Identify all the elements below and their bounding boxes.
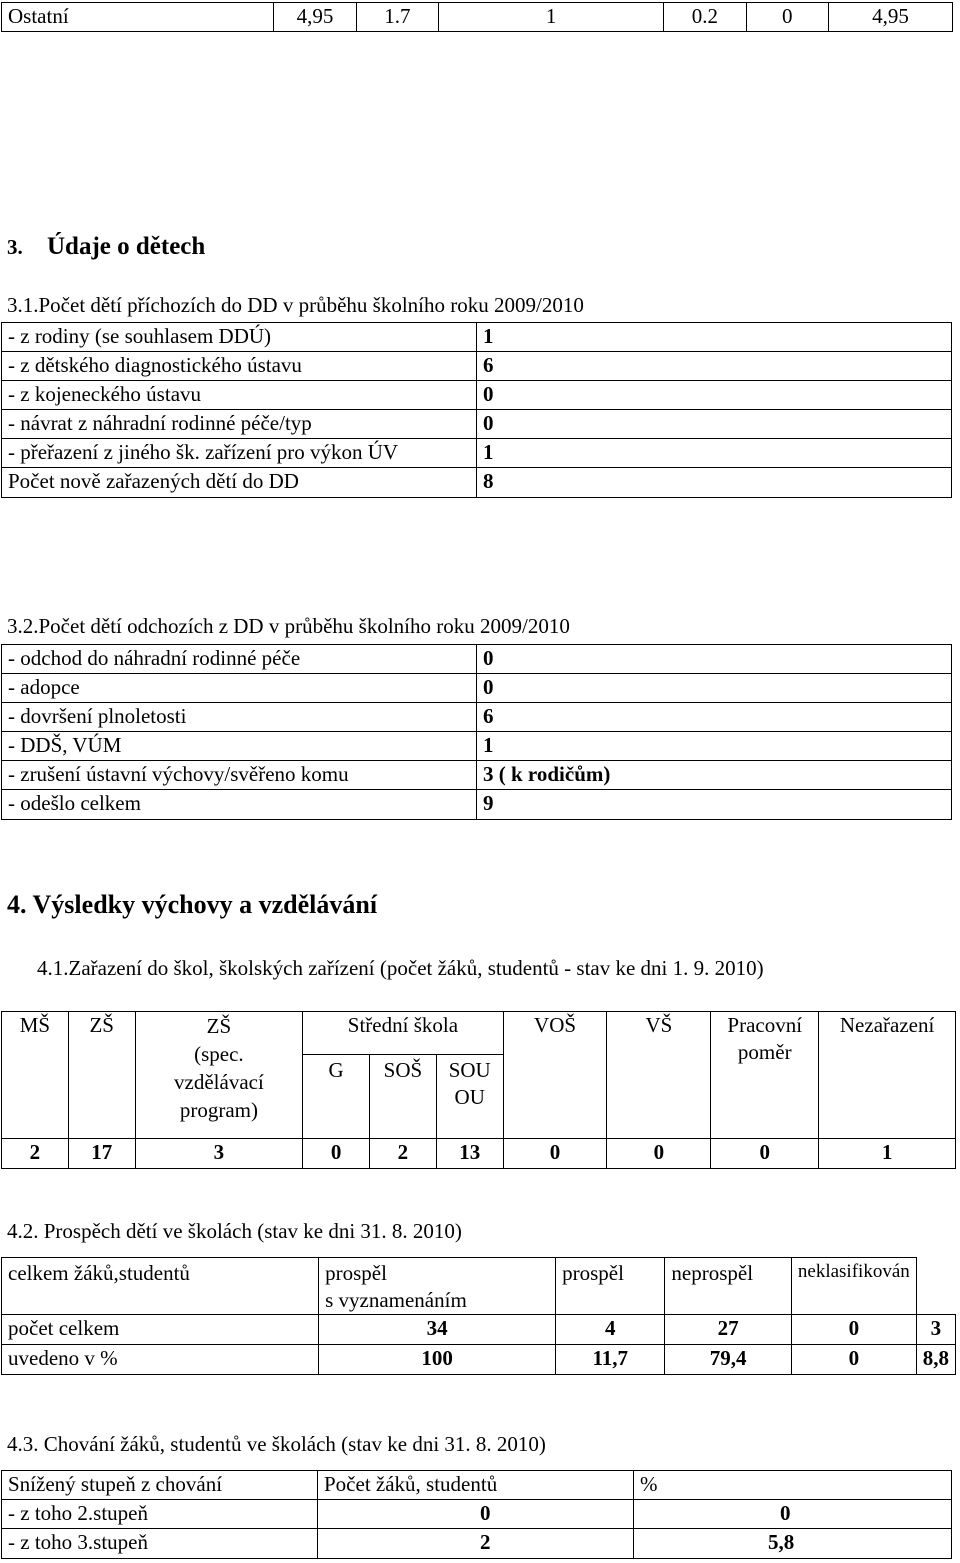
section-number: 3. — [7, 235, 23, 259]
table-row — [2, 645, 952, 674]
table-row — [2, 732, 952, 761]
table-cell: 4 — [556, 1315, 665, 1345]
table-cell: 17 — [68, 1139, 135, 1169]
table-cell: 8,8 — [916, 1345, 955, 1375]
table-cell: 2 — [318, 1529, 634, 1559]
header-zs: ZŠ — [68, 1012, 135, 1139]
row-value: 1 — [477, 323, 952, 352]
row-label: počet celkem — [2, 1315, 319, 1345]
table-row — [2, 703, 952, 732]
table-row — [2, 439, 952, 468]
subsection-title: 4.1.Zařazení do škol, školských zařízení (počet žáků, studentů - stav ke dni 1. 9. 2010) — [37, 956, 764, 980]
row-value: 0 — [477, 381, 952, 410]
header-line: prospěl — [325, 1261, 387, 1285]
table-cell: 11,7 — [556, 1345, 665, 1375]
subsection-title: 4.3. Chování žáků, studentů ve školách (stav ke dni 31. 8. 2010) — [7, 1432, 546, 1456]
table-row — [2, 1529, 952, 1559]
table-row — [2, 323, 952, 352]
table-row — [2, 1258, 956, 1315]
table-cell: 100 — [319, 1345, 556, 1375]
row-label: - DDŠ, VÚM — [2, 732, 477, 761]
row-label: - adopce — [2, 674, 477, 703]
header-line: program) — [179, 1098, 258, 1122]
table-cell: 3 — [916, 1315, 955, 1345]
header-cell: prospěl — [556, 1258, 665, 1315]
header-line: (spec. — [194, 1042, 244, 1066]
table-row — [2, 1345, 956, 1375]
table-cell: 34 — [319, 1315, 556, 1345]
table-cell: 0 — [711, 1139, 819, 1169]
row-value: 8 — [477, 468, 952, 498]
row-label: Počet nově zařazených dětí do DD — [2, 468, 477, 498]
school-placement-table — [1, 1011, 956, 1169]
row-value: 0 — [477, 645, 952, 674]
header-zs-spec — [135, 1012, 303, 1139]
table-cell: 0.2 — [664, 3, 746, 32]
header-sos: SOŠ — [370, 1055, 437, 1139]
section-heading — [7, 233, 205, 261]
table-row — [2, 352, 952, 381]
table-cell: 1 — [819, 1139, 956, 1169]
row-value: 1 — [477, 732, 952, 761]
table-cell: 27 — [665, 1315, 791, 1345]
section-title: Údaje o dětech — [47, 233, 206, 260]
table-row — [2, 410, 952, 439]
row-label: Ostatní — [2, 3, 274, 32]
table-row — [2, 3, 953, 32]
row-value: 6 — [477, 352, 952, 381]
table-cell: 13 — [436, 1139, 503, 1169]
table-cell: 1.7 — [356, 3, 438, 32]
row-value: 9 — [477, 790, 952, 820]
subsection-title: 4.2. Prospěch dětí ve školách (stav ke dni 31. 8. 2010) — [7, 1219, 462, 1243]
header-g: G — [303, 1055, 370, 1139]
table-row — [2, 674, 952, 703]
row-value: 0 — [477, 410, 952, 439]
header-line: s vyznamenáním — [325, 1288, 467, 1312]
table-cell: 5,8 — [634, 1529, 952, 1559]
header-vs: VŠ — [607, 1012, 711, 1139]
row-label: uvedeno v % — [2, 1345, 319, 1375]
outgoing-children-table — [1, 644, 952, 820]
top-summary-table — [1, 2, 953, 32]
row-value: 1 — [477, 439, 952, 468]
table-row — [2, 1139, 956, 1169]
header-line: OU — [454, 1085, 485, 1109]
table-cell: 2 — [2, 1139, 69, 1169]
table-row — [2, 468, 952, 498]
header-line: poměr — [737, 1040, 792, 1064]
table-cell: 2 — [370, 1139, 437, 1169]
row-label: - z kojeneckého ústavu — [2, 381, 477, 410]
header-vos: VOŠ — [503, 1012, 607, 1139]
header-sou — [436, 1055, 503, 1139]
table-cell: 0 — [318, 1500, 634, 1529]
header-cell: Snížený stupeň z chování — [2, 1471, 318, 1500]
table-row — [2, 1315, 956, 1345]
row-label: - z toho 2.stupeň — [2, 1500, 318, 1529]
header-line: Pracovní — [727, 1013, 803, 1037]
header-cell — [319, 1258, 556, 1315]
behavior-table — [1, 1470, 952, 1559]
header-cell: celkem žáků,studentů — [2, 1258, 319, 1315]
row-label: - odešlo celkem — [2, 790, 477, 820]
row-value: 3 ( k rodičům) — [477, 761, 952, 790]
row-label: - odchod do náhradní rodinné péče — [2, 645, 477, 674]
header-cell: neklasifikován — [791, 1258, 916, 1315]
row-label: - návrat z náhradní rodinné péče/typ — [2, 410, 477, 439]
row-value: 6 — [477, 703, 952, 732]
table-cell: 0 — [791, 1345, 916, 1375]
table-row — [2, 1471, 952, 1500]
table-cell: 4,95 — [274, 3, 356, 32]
header-cell: % — [634, 1471, 952, 1500]
header-work — [711, 1012, 819, 1139]
school-results-table — [1, 1257, 956, 1375]
row-label: - z rodiny (se souhlasem DDÚ) — [2, 323, 477, 352]
table-cell: 0 — [746, 3, 828, 32]
table-cell: 4,95 — [828, 3, 952, 32]
row-label: - zrušení ústavní výchovy/svěřeno komu — [2, 761, 477, 790]
header-cell: Počet žáků, studentů — [318, 1471, 634, 1500]
header-line: vzdělávací — [174, 1070, 264, 1094]
header-secondary-school: Střední škola — [303, 1012, 503, 1055]
incoming-children-table — [1, 322, 952, 498]
section-heading: 4. Výsledky výchovy a vzdělávání — [7, 890, 378, 919]
header-line: SOU — [448, 1058, 491, 1082]
row-label: - z toho 3.stupeň — [2, 1529, 318, 1559]
table-cell: 0 — [607, 1139, 711, 1169]
table-row — [2, 761, 952, 790]
table-cell: 79,4 — [665, 1345, 791, 1375]
table-row — [2, 1012, 956, 1055]
subsection-title: 3.1.Počet dětí příchozích do DD v průběhu školního roku 2009/2010 — [7, 293, 584, 317]
row-label: - přeřazení z jiného šk. zařízení pro výkon ÚV — [2, 439, 477, 468]
table-row — [2, 381, 952, 410]
header-cell: neprospěl — [665, 1258, 791, 1315]
table-cell: 0 — [791, 1315, 916, 1345]
table-cell: 0 — [303, 1139, 370, 1169]
row-label: - z dětského diagnostického ústavu — [2, 352, 477, 381]
subsection-title: 3.2.Počet dětí odchozích z DD v průběhu školního roku 2009/2010 — [7, 614, 570, 638]
table-cell: 0 — [634, 1500, 952, 1529]
row-value: 0 — [477, 674, 952, 703]
header-line: ZŠ — [206, 1014, 232, 1038]
table-row — [2, 1500, 952, 1529]
header-ms: MŠ — [2, 1012, 69, 1139]
table-cell: 0 — [503, 1139, 607, 1169]
table-cell: 3 — [135, 1139, 303, 1169]
header-unassigned: Nezařazení — [819, 1012, 956, 1139]
table-row — [2, 790, 952, 820]
row-label: - dovršení plnoletosti — [2, 703, 477, 732]
table-cell: 1 — [439, 3, 664, 32]
